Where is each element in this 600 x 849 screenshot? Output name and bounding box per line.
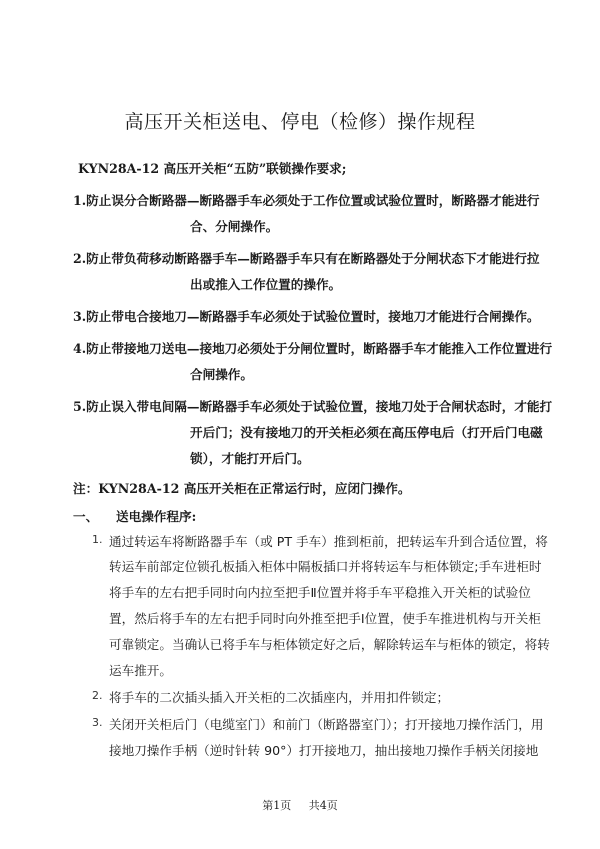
rule-2-line-2: 出或推入工作位置的操作。 bbox=[190, 277, 342, 292]
step-1-line-2: 转运车前部定位锁孔板插入柜体中隔板插口并将转运车与柜体锁定;手车进柜时 bbox=[109, 559, 542, 574]
step-3-line-2: 接地刀操作手柄（逆时针转 90°）打开接地刀，抽出接地刀操作手柄关闭接地 bbox=[109, 743, 539, 758]
document-title: 高压开关柜送电、停电（检修）操作规程 bbox=[124, 111, 476, 133]
step-1-line-5: 可靠锁定。当确认已将手车与柜体锁定好之后，解除转运车与柜体的锁定，将转 bbox=[109, 637, 550, 652]
step-2-line-1: 将手车的二次插头插入开关柜的二次插座内，并用扣件锁定； bbox=[109, 690, 450, 705]
rule-1-line-1: 1.防止误分合断路器—断路器手车必须处于工作位置或试验位置时，断路器才能进行 bbox=[73, 193, 540, 208]
rule-5-line-3: 锁），才能打开后门。 bbox=[190, 451, 310, 466]
rule-4-line-2: 合闸操作。 bbox=[190, 367, 253, 382]
rule-4-line-1: 4.防止带接地刀送电—接地刀必须处于分闸位置时，断路器手车才能推入工作位置进行 bbox=[73, 341, 553, 356]
page-total: 共4页 bbox=[308, 799, 338, 812]
section-marker: 一、 bbox=[73, 509, 99, 524]
page-footer bbox=[0, 797, 600, 813]
step-2-number: 2. bbox=[92, 689, 103, 702]
note-line: 注：KYN28A-12 高压开关柜在正常运行时，应闭门操作。 bbox=[73, 481, 411, 496]
section-heading: 送电操作程序: bbox=[116, 509, 197, 524]
step-1-line-3: 将手车的左右把手同时向内拉至把手Ⅱ位置并将手车平稳推入开关柜的试验位 bbox=[109, 585, 531, 600]
step-1-line-4: 置，然后将手车的左右把手同时向外推至把手Ⅰ位置，使手车推进机构与开关柜 bbox=[109, 611, 541, 626]
step-3-number: 3. bbox=[92, 716, 103, 729]
rule-2-line-1: 2.防止带负荷移动断路器手车—断路器手车只有在断路器处于分闸状态下才能进行拉 bbox=[73, 251, 540, 266]
intro-line: KYN28A-12 高压开关柜“五防”联锁操作要求; bbox=[78, 161, 347, 176]
rule-3-line-1: 3.防止带电合接地刀—断路器手车必须处于试验位置时，接地刀才能进行合闸操作。 bbox=[73, 309, 540, 324]
step-1-number: 1. bbox=[92, 533, 103, 546]
page-number: 第1页 bbox=[262, 799, 292, 812]
step-1-line-6: 运车推开。 bbox=[109, 663, 172, 678]
rule-5-line-1: 5.防止误入带电间隔—断路器手车必须处于试验位置，接地刀处于合闸状态时，才能打 bbox=[73, 399, 553, 414]
step-3-line-1: 关闭开关柜后门（电缆室门）和前门（断路器室门）；打开接地刀操作活门，用 bbox=[109, 717, 544, 732]
step-1-line-1: 通过转运车将断路器手车（或 PT 手车）推到柜前，把转运车升到合适位置，将 bbox=[109, 534, 548, 549]
rule-5-line-2: 开后门；没有接地刀的开关柜必须在高压停电后（打开后门电磁 bbox=[190, 425, 543, 440]
rule-1-line-2: 合、分闸操作。 bbox=[190, 219, 279, 234]
